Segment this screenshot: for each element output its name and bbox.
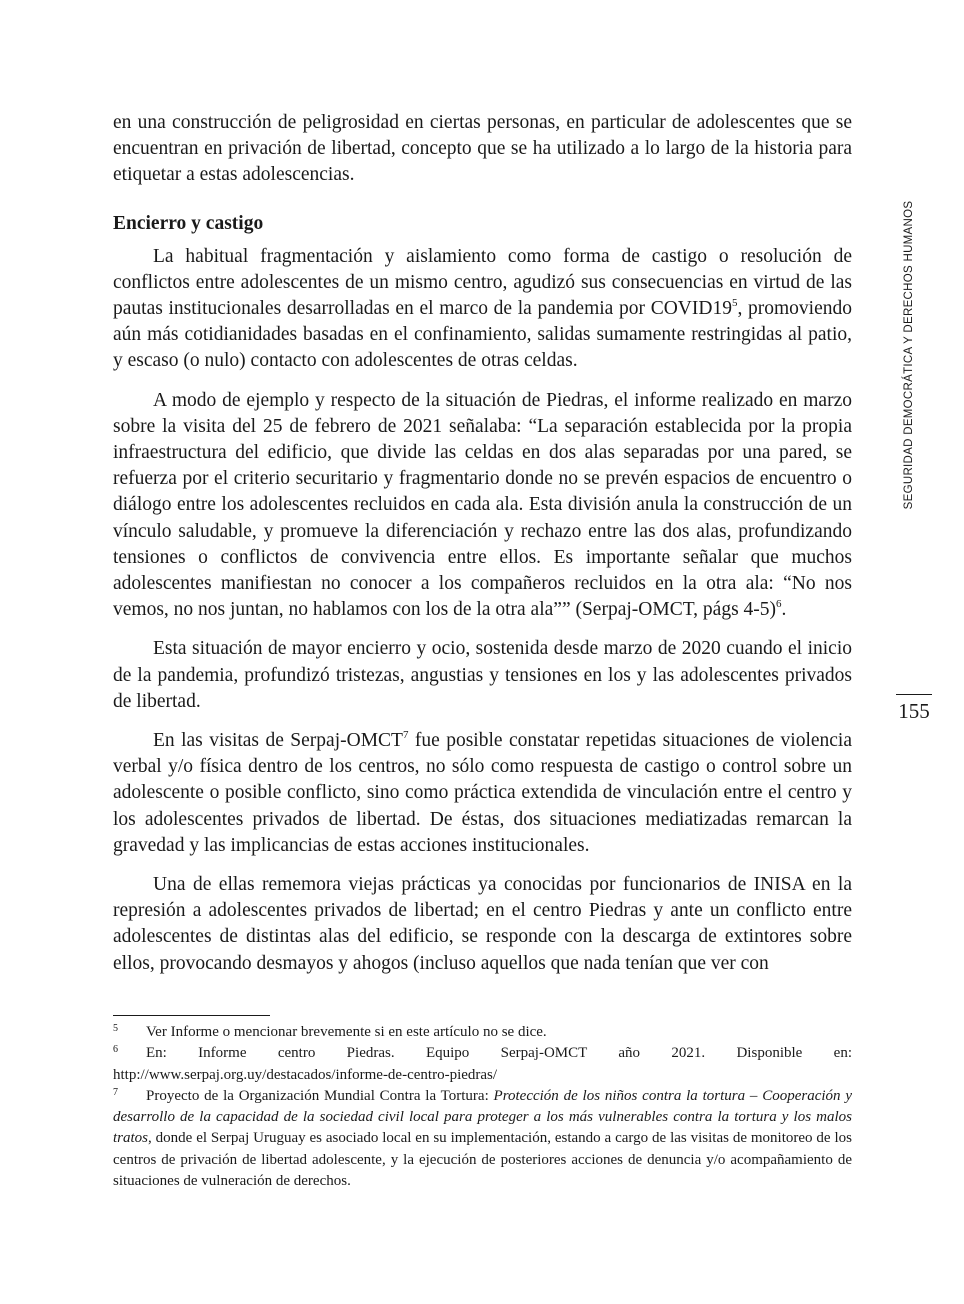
- footnote-6: 6 En: Informe centro Piedras. Equipo Serpaj-OMCT año 2021. Disponible en: http://www.serpaj.org.uy/destacados/informe-de-centro-piedras/: [113, 1044, 852, 1083]
- paragraph-encierro: Esta situación de mayor encierro y ocio, sostenida desde marzo de 2020 cuando el inicio de la pandemia, profundizó tristezas, angustias y tensiones en los y las adolescentes privados de libertad.: [113, 638, 852, 712]
- footnote-text: En: Informe centro Piedras. Equipo Serpaj-OMCT año 2021. Disponible en: http://www.serpaj.org.uy/destacados/informe-de-centro-piedras/: [113, 1045, 852, 1083]
- footnote-ref-5[interactable]: 5: [731, 297, 738, 310]
- paragraph-text: .: [781, 599, 787, 621]
- paragraph-extintores: Una de ellas rememora viejas prácticas ya conocidas por funcionarios de INISA en la represión a adolescentes privados de libertad; en el centro Piedras y ante un conflicto entre adolescentes de distintas alas del edificio, se responde con la descarga de extintores sobre ellos, provocando desmayos y ahogos (incluso aquellos que nada tenían que ver con: [113, 874, 852, 974]
- footnote-7: 7 Proyecto de la Organización Mundial Contra la Tortura: Protección de los niños contra la tortura – Cooperación y desarrollo de la capacidad de la sociedad civil local para proteger a los más vulnerables contra la tortura y los malos tratos, donde el Serpaj Uruguay es asociado local en su implementación, estando a cargo de las visitas de monitoreo de los centros de privación de libertad adolescente, y la ejecución de posteriores acciones de denuncia y/o acompañamiento de situaciones de vulneración de derechos.: [113, 1086, 852, 1190]
- page-number: 155: [898, 699, 930, 723]
- footnote-text: Proyecto de la Organización Mundial Contra la Tortura:: [146, 1087, 494, 1104]
- paragraph-text: , promoviendo aún más cotidianidades basadas en el confinamiento, salidas sumamente restringidas al patio, y escaso (o nulo) contacto con adolescentes de otras celdas.: [113, 298, 853, 372]
- paragraph-fragmentation: [113, 244, 852, 375]
- paragraph-text: La habitual fragmentación y aislamiento como forma de castigo o resolución de conflictos entre adolescentes de un mismo centro, agudizó sus consecuencias en virtud de las pautas institucionales desarrolladas en el marco de la pandemia por COVID19: [113, 245, 852, 320]
- paragraph-text: fue posible constatar repetidas situaciones de violencia verbal y/o física dentro de los centros, no sólo como respuesta de castigo o control sobre un adolescente o posible conflicto, sino como práctica extendida de vinculación entre el centro y los adolescentes privados de libertad. De éstas, dos situaciones mediatizadas remarcan la gravedad y las implicancias de estas acciones institucionales.: [113, 730, 852, 856]
- footnote-text: Ver Informe o mencionar brevemente si en este artículo no se dice.: [146, 1024, 547, 1040]
- intro-paragraph: en una construcción de peligrosidad en ciertas personas, en particular de adolescentes que se encuentran en privación de libertad, concepto que se ha utilizado a lo largo de la historia para etiquetar a estas adolescencias.: [113, 112, 852, 186]
- section-heading: Encierro y castigo: [113, 212, 264, 234]
- paragraph-visitas: [113, 728, 852, 859]
- running-head: [889, 195, 929, 515]
- footnote-separator: [113, 1015, 270, 1016]
- running-head-text: SEGURIDAD DEMOCRÁTICA Y DERECHOS HUMANOS: [903, 200, 915, 510]
- footnote-5: 5 Ver Informe o mencionar brevemente si en este artículo no se dice.: [113, 1023, 547, 1040]
- paragraph-piedras: [113, 388, 852, 624]
- footnote-text: , donde el Serpaj Uruguay es asociado local en su implementación, estando a cargo de las visitas de monitoreo de los centros de privación de libertad adolescente, y la ejecución de posteriores acciones de denuncia y/o acompañamiento de situaciones de vulneración de derechos.: [113, 1130, 852, 1190]
- footnote-ref-6[interactable]: 6: [776, 598, 782, 611]
- page-number-rule: [896, 694, 932, 695]
- footnote-project-title: Protección de los niños contra la tortura – Cooperación y desarrollo de la capacidad de la sociedad civil local para proteger a los más vulnerables contra la tortura y los malos tratos: [113, 1087, 852, 1147]
- footnotes: [113, 1022, 852, 1192]
- paragraph-text: En las visitas de Serpaj-OMCT: [153, 730, 403, 752]
- paragraph-text: A modo de ejemplo y respecto de la situación de Piedras, el informe realizado en marzo sobre la visita del 25 de febrero de 2021 señalaba: “La separación establecida por la propia infraestructura del edificio, que divide las celdas en dos alas separadas por una pared, se refuerza por el criterio securitario y fragmentario donde no se prevén espacios de encuentro o diálogo entre los adolescentes recluidos en cada ala. Esta división anula la construcción de un vínculo saludable, y promueve la diferenciación y rechazo entre las dos alas, profundizando tensiones o conflictos de convivencia entre ellos. Es importante señalar que muchos adolescentes manifiestan no conocer a los compañeros recluidos en la otra ala: “No nos vemos, no nos juntan, no hablamos con los de la otra ala”” (Serpaj-OMCT, págs 4-5): [113, 389, 852, 621]
- page-body: [113, 110, 852, 990]
- footnote-ref-7[interactable]: 7: [402, 729, 409, 742]
